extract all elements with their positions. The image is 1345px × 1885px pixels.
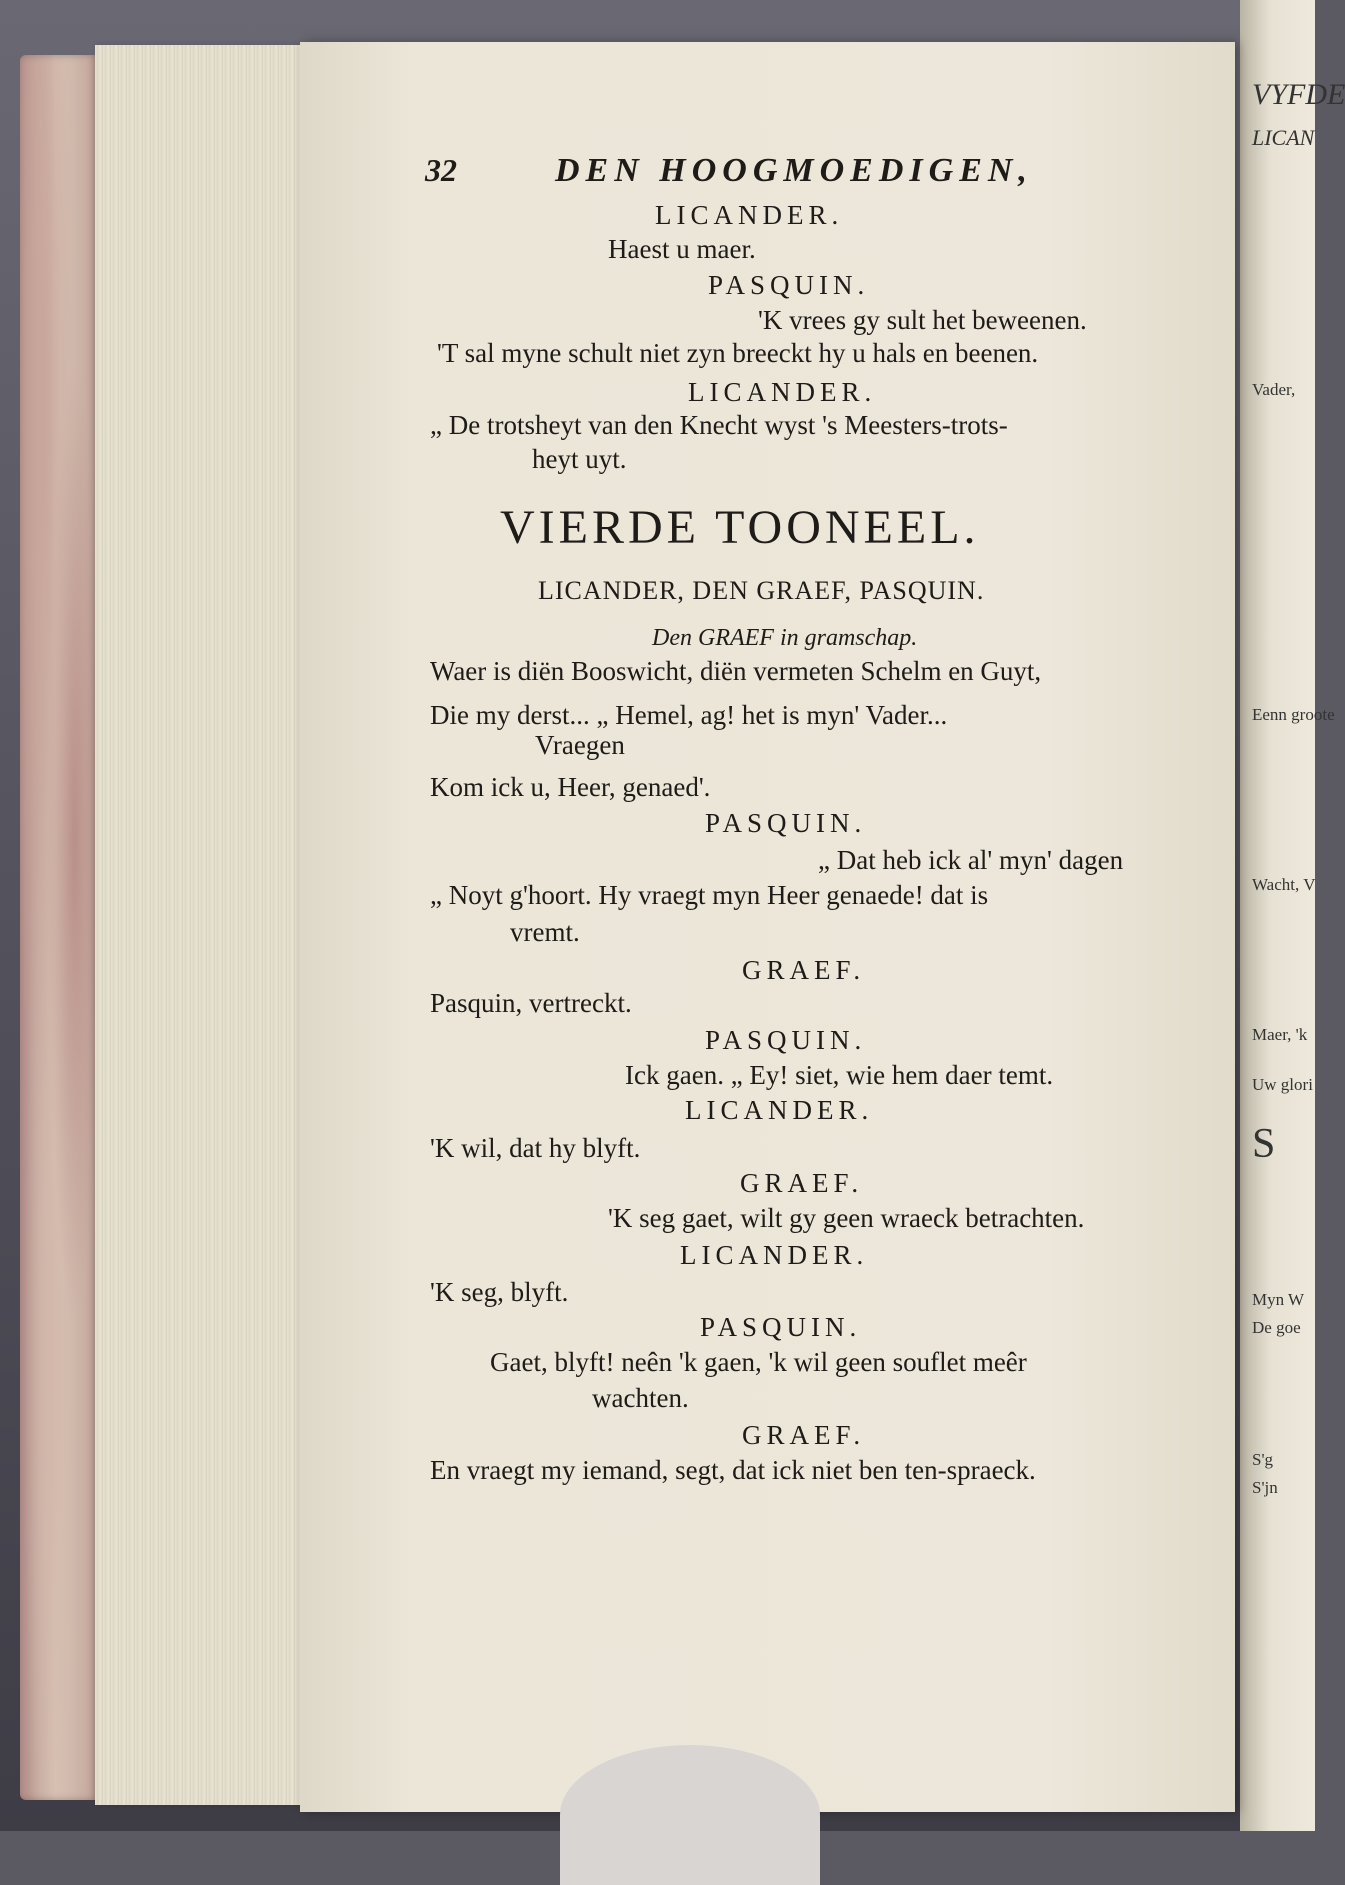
- facing-line: Wacht, V: [1252, 875, 1316, 894]
- speaker-name: LICANDER.: [685, 1095, 874, 1125]
- speaker-name: PASQUIN.: [700, 1312, 862, 1342]
- verse-line: Vraegen: [535, 730, 625, 760]
- speaker-name: PASQUIN.: [708, 270, 870, 300]
- facing-line: LICAN: [1252, 125, 1315, 150]
- verse-line: En vraegt my iemand, segt, dat ick niet ben ten-spraeck.: [430, 1455, 1036, 1485]
- verse-line: 'K seg, blyft.: [430, 1277, 569, 1307]
- book-spine: [20, 55, 98, 1800]
- facing-line: Myn W: [1252, 1290, 1305, 1309]
- facing-line: VYFDE: [1252, 78, 1345, 111]
- verse-line: Gaet, blyft! neên 'k gaen, 'k wil geen souflet meêr: [490, 1347, 1027, 1377]
- page-curl: [560, 1745, 820, 1885]
- speaker-name: LICANDER.: [688, 377, 877, 407]
- verse-line: 'K wil, dat hy blyft.: [430, 1133, 641, 1163]
- verse-line: Pasquin, vertreckt.: [430, 988, 632, 1018]
- facing-line: S'jn: [1252, 1478, 1278, 1497]
- facing-page: [1240, 0, 1345, 1831]
- page-number: 32: [425, 152, 457, 188]
- verse-line: heyt uyt.: [532, 444, 627, 474]
- verse-line: Waer is diën Booswicht, diën vermeten Schelm en Guyt,: [430, 656, 1042, 686]
- stage-direction: Den GRAEF in gramschap.: [652, 625, 918, 651]
- facing-line: Eenn groote: [1252, 705, 1335, 724]
- facing-line: Uw glori: [1252, 1075, 1313, 1094]
- verse-line: Haest u maer.: [608, 234, 756, 264]
- speaker-name: LICANDER.: [680, 1240, 869, 1270]
- verse-line: vremt.: [510, 917, 580, 947]
- verse-line: Kom ick u, Heer, genaed'.: [430, 772, 711, 802]
- verse-line: „ Noyt g'hoort. Hy vraegt myn Heer genaede! dat is: [430, 880, 989, 910]
- verse-line: „ Dat heb ick al' myn' dagen: [818, 845, 1124, 875]
- speaker-name: GRAEF.: [742, 1420, 866, 1450]
- speaker-name: GRAEF.: [742, 955, 866, 985]
- facing-line: Vader,: [1252, 380, 1296, 399]
- verse-line: Die my derst... „ Hemel, ag! het is myn' Vader...: [430, 700, 948, 730]
- running-title: DEN HOOGMOEDIGEN,: [555, 152, 1033, 189]
- verse-line: 'K seg gaet, wilt gy geen wraeck betrachten.: [608, 1203, 1085, 1233]
- facing-line: S: [1252, 1121, 1276, 1167]
- facing-line: Maer, 'k: [1252, 1025, 1308, 1044]
- speaker-name: LICANDER.: [655, 200, 844, 230]
- verse-line: Ick gaen. „ Ey! siet, wie hem daer temt.: [625, 1060, 1054, 1090]
- speaker-name: PASQUIN.: [705, 808, 867, 838]
- scene-title: VIERDE TOONEEL.: [500, 501, 980, 554]
- page-edges: [95, 45, 305, 1805]
- speaker-name: PASQUIN.: [705, 1025, 867, 1055]
- verse-line: 'T sal myne schult niet zyn breeckt hy u hals en beenen.: [437, 338, 1039, 368]
- facing-line: De goe: [1252, 1318, 1301, 1337]
- cast-list: LICANDER, DEN GRAEF, PASQUIN.: [538, 576, 985, 605]
- facing-line: S'g: [1252, 1450, 1274, 1469]
- verse-line: „ De trotsheyt van den Knecht wyst 's Meesters-trots-: [430, 410, 1008, 440]
- verse-line: 'K vrees gy sult het beweenen.: [758, 305, 1087, 335]
- verse-line: wachten.: [592, 1383, 689, 1413]
- speaker-name: GRAEF.: [740, 1168, 864, 1198]
